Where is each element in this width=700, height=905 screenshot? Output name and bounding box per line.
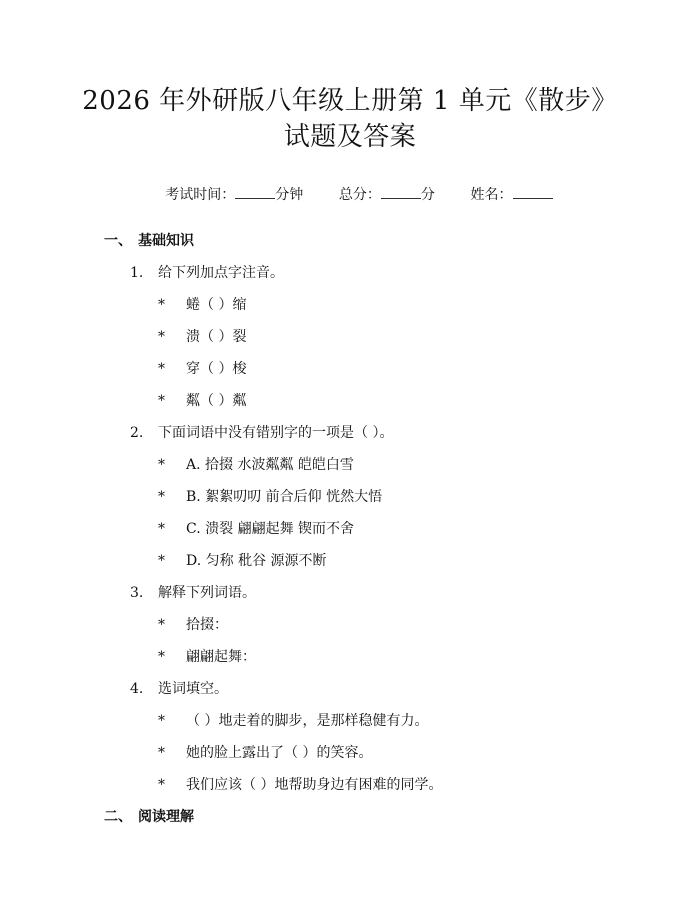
item-text: C. 溃裂 翩翩起舞 锲而不舍 <box>186 521 355 537</box>
name-label: 姓名： <box>470 187 513 203</box>
bullet-icon: * <box>158 393 165 409</box>
list-item <box>158 294 246 314</box>
item-text: 蜷（ ）缩 <box>186 297 247 313</box>
list-item <box>158 742 372 762</box>
list-item <box>158 646 256 666</box>
bullet-icon: * <box>158 553 165 569</box>
question-1 <box>130 262 284 282</box>
time-label: 考试时间： <box>165 187 236 203</box>
bullet-icon: * <box>158 777 165 793</box>
list-item <box>158 614 228 634</box>
list-item <box>158 710 428 730</box>
bullet-icon: * <box>158 617 165 633</box>
item-text: （ ）地走着的脚步，是那样稳健有力。 <box>186 713 429 729</box>
bullet-icon: * <box>158 489 165 505</box>
item-text: A. 拾掇 水波粼粼 皑皑白雪 <box>186 457 354 473</box>
question-2 <box>130 422 393 442</box>
bullet-icon: * <box>158 745 165 761</box>
page-subtitle: 试题及答案 <box>283 122 417 152</box>
item-text: D. 匀称 秕谷 源源不断 <box>186 553 327 569</box>
bullet-icon: * <box>158 361 165 377</box>
option-b <box>158 486 382 506</box>
question-number: 4. <box>130 681 144 697</box>
item-text: 我们应该（ ）地帮助身边有困难的同学。 <box>186 777 443 793</box>
item-text: 翩翩起舞： <box>186 649 256 665</box>
question-text: 选词填空。 <box>158 681 228 697</box>
question-3 <box>130 582 256 602</box>
section-heading-reading <box>104 806 194 826</box>
item-text: B. 絮絮叨叨 前合后仰 恍然大悟 <box>186 489 383 505</box>
bullet-icon: * <box>158 457 165 473</box>
list-item <box>158 390 246 410</box>
item-text: 她的脸上露出了（ ）的笑容。 <box>186 745 373 761</box>
page-title: 2026 年外研版八年级上册第 1 单元《散步》 <box>82 86 618 116</box>
bullet-icon: * <box>158 713 165 729</box>
score-label: 总分： <box>338 187 381 203</box>
item-text: 溃（ ）裂 <box>186 329 247 345</box>
score-blank <box>381 186 421 199</box>
section-heading-basics <box>104 230 194 250</box>
question-text: 解释下列词语。 <box>158 585 256 601</box>
question-number: 2. <box>130 425 144 441</box>
time-unit: 分钟 <box>275 187 304 203</box>
option-a <box>158 454 354 474</box>
section-label: 阅读理解 <box>138 809 194 825</box>
list-item <box>158 358 246 378</box>
bullet-icon: * <box>158 521 165 537</box>
question-number: 1. <box>130 265 144 281</box>
exam-info <box>0 168 700 220</box>
section-label: 基础知识 <box>138 233 194 249</box>
question-number: 3. <box>130 585 144 601</box>
bullet-icon: * <box>158 329 165 345</box>
list-item <box>158 774 442 794</box>
bullet-icon: * <box>158 649 165 665</box>
score-unit: 分 <box>420 187 435 203</box>
question-4 <box>130 678 228 698</box>
section-number: 二、 <box>104 809 132 825</box>
bullet-icon: * <box>158 297 165 313</box>
time-blank <box>235 186 275 199</box>
name-blank <box>513 186 553 199</box>
option-c <box>158 518 354 538</box>
question-text: 下面词语中没有错别字的一项是（ ）。 <box>158 425 394 441</box>
question-text: 给下列加点字注音。 <box>158 265 284 281</box>
option-d <box>158 550 327 570</box>
item-text: 粼（ ）粼 <box>186 393 247 409</box>
section-number: 一、 <box>104 233 132 249</box>
item-text: 穿（ ）梭 <box>186 361 247 377</box>
list-item <box>158 326 246 346</box>
item-text: 拾掇： <box>186 617 228 633</box>
